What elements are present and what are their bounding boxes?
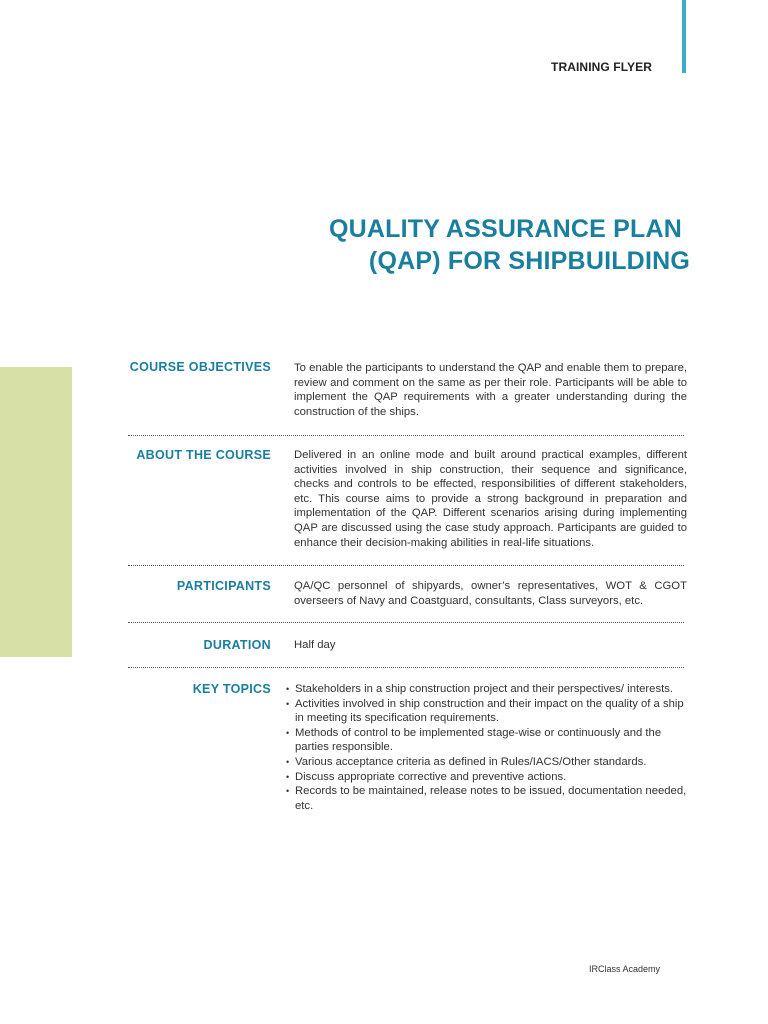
course-objectives-text: To enable the participants to understand the QAP and enable them to prepare, review and comment on the same as per their role. Participants will be able to implement the QAP requirements with a greater understanding during the construction of the ships. [294, 362, 687, 418]
list-item: • Methods of control to be implemented stage-wise or continuously and the parties responsible. [285, 726, 693, 755]
about-course-text: Delivered in an online mode and built around practical examples, different activities involved in ship construction, their sequence and significance, checks and controls to be effected, responsibilities of different stakeholders, etc. This course aims to provide a strong background in preparation and implementation of the QAP. Different scenarios arising during implementing QAP are discussed using the case study approach. Participants are guided to enhance their decision-making abilities in real-life situations. [294, 449, 687, 549]
side-color-band [0, 367, 72, 657]
flyer-type-label: TRAINING FLYER [551, 60, 652, 74]
list-item: • Stakeholders in a ship construction project and their perspectives/ interests. [285, 682, 693, 697]
top-accent-rule [682, 0, 686, 73]
participants-label: PARTICIPANTS [176, 579, 271, 593]
course-objectives-label: COURSE OBJECTIVES [129, 360, 271, 374]
duration-label: DURATION [203, 638, 271, 652]
section-divider [128, 435, 684, 436]
page-title-line-2: (QAP) FOR SHIPBUILDING [368, 247, 690, 275]
section-divider [128, 667, 684, 668]
key-topics-list-wrapper [285, 682, 693, 813]
page-title-line-1: QUALITY ASSURANCE PLAN [328, 215, 682, 243]
section-divider [128, 622, 684, 623]
participants-text: QA/QC personnel of shipyards, owner’s representatives, WOT & CGOT overseers of Navy and Coastguard, consultants, Class surveyors, etc. [294, 580, 687, 607]
list-item: • Activities involved in ship construction and their impact on the quality of a ship in meeting its specification requirements. [285, 697, 693, 726]
list-item: • Various acceptance criteria as defined in Rules/IACS/Other standards. [285, 755, 693, 770]
key-topics-label: KEY TOPICS [192, 682, 271, 696]
section-divider [128, 565, 684, 566]
duration-text: Half day [294, 639, 336, 651]
list-item: • Records to be maintained, release notes to be issued, documentation needed, etc. [285, 784, 693, 813]
key-topics-list [285, 682, 693, 813]
list-item: • Discuss appropriate corrective and preventive actions. [285, 770, 693, 785]
footer-brand: IRClass Academy [588, 964, 660, 974]
about-course-label: ABOUT THE COURSE [136, 448, 271, 462]
